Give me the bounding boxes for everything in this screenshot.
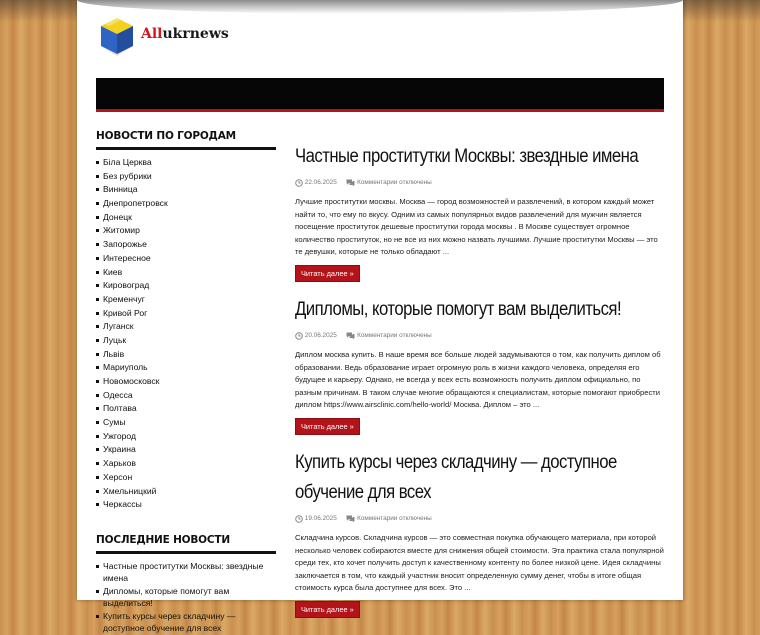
logo-text-accent: All <box>141 26 163 42</box>
post-excerpt: Диплом москва купить. В наше время все больше людей задумываются о том, как получить диплом об образовании. Ведь образование играет огромную роль в жизни каждого человека, определяя его будущее и карьеру. Однако, не всегда у всех есть возможность получить диплом официально, по разным причинам. В таком случае многие обращаются к специалистам, которые помогают приобрести диплом https://www.airsclinic.com/hello-world/ Москва. Диплом – это ... <box>295 350 661 410</box>
city-link[interactable]: Полтава <box>96 402 276 416</box>
cities-widget-title: НОВОСТИ ПО ГОРОДАМ <box>96 130 276 150</box>
city-link[interactable]: Луцьк <box>96 334 276 348</box>
cities-list <box>96 156 276 512</box>
city-link[interactable]: Киев <box>96 266 276 280</box>
clock-icon <box>295 515 303 523</box>
city-link[interactable]: Львів <box>96 348 276 362</box>
site-logo[interactable] <box>99 16 229 56</box>
post-comments: Комментарии отключены <box>357 332 432 339</box>
post-date: 19.06.2025 <box>304 515 337 522</box>
city-link[interactable]: Украина <box>96 443 276 457</box>
city-link[interactable]: Сумы <box>96 416 276 430</box>
clock-icon <box>295 179 303 187</box>
cities-widget <box>96 130 276 512</box>
comments-icon <box>346 179 355 187</box>
city-link[interactable]: Луганск <box>96 320 276 334</box>
city-link[interactable]: Запорожье <box>96 238 276 252</box>
city-link[interactable]: Интересное <box>96 252 276 266</box>
post-excerpt: Лучшие проститутки москвы. Москва — город возможностей и развлечений, в котором каждый может найти то, что ему по вкусу. Одним из самых популярных видов развлечений для мужчин является посещение проституток дешевые проститутки города москвы . В Москве существует огромное количество проституток, но не все из них можно назвать лучшими. Лучшие проститутки Москвы — это те девушки, которые не только обладают ... <box>295 197 658 257</box>
city-link[interactable]: Мариуполь <box>96 361 276 375</box>
city-link[interactable]: Житомир <box>96 224 276 238</box>
post-comments: Комментарии отключены <box>357 179 432 186</box>
city-link[interactable]: Хмельницкий <box>96 485 276 499</box>
recent-post-link[interactable]: Частные проститутки Москвы: звездные имена <box>96 560 276 585</box>
city-link[interactable]: Кривой Рог <box>96 307 276 321</box>
city-link[interactable]: Днепропетровск <box>96 197 276 211</box>
city-link[interactable]: Біла Церква <box>96 156 276 170</box>
cube-logo-icon <box>99 16 135 56</box>
post-card <box>295 142 665 282</box>
post-excerpt: Складчина курсов. Складчина курсов — это совместная покупка обучающего материала, при которой несколько человек собираются вместе для снижения общей стоимости. Эта практика стала популярной среди тех, кто хочет получить доступ к качественному контенту по более низкой цене. Идея складчины заключается в том, что каждый участник вносит определенную сумму денег, чтобы в итоге общая стоимость курса была доступнее для всех. Это ... <box>295 533 664 593</box>
main-navigation-bar <box>96 78 664 112</box>
comments-icon <box>346 515 355 523</box>
read-more-button[interactable]: Читать далее » <box>295 601 360 618</box>
city-link[interactable]: Новомосковск <box>96 375 276 389</box>
city-link[interactable]: Черкассы <box>96 498 276 512</box>
city-link[interactable]: Херсон <box>96 471 276 485</box>
clock-icon <box>295 332 303 340</box>
post-title[interactable]: Частные проститутки Москвы: звездные имена <box>295 146 639 167</box>
post-meta <box>295 331 665 341</box>
city-link[interactable]: Харьков <box>96 457 276 471</box>
logo-text <box>141 26 229 42</box>
recent-posts-widget <box>96 534 276 635</box>
comments-icon <box>346 332 355 340</box>
city-link[interactable]: Винница <box>96 183 276 197</box>
city-link[interactable]: Кременчуг <box>96 293 276 307</box>
post-meta <box>295 178 665 188</box>
sidebar <box>96 130 276 635</box>
city-link[interactable]: Донецк <box>96 211 276 225</box>
recent-post-link[interactable]: Дипломы, которые помогут вам выделиться! <box>96 585 276 610</box>
post-card <box>295 448 665 618</box>
page-container <box>77 0 683 634</box>
city-link[interactable]: Без рубрики <box>96 170 276 184</box>
city-link[interactable]: Кировоград <box>96 279 276 293</box>
logo-text-main: ukrnews <box>162 26 229 42</box>
read-more-button[interactable]: Читать далее » <box>295 418 360 435</box>
city-link[interactable]: Одесса <box>96 389 276 403</box>
header-shadow <box>77 0 683 14</box>
post-meta <box>295 514 665 524</box>
recent-posts-title: ПОСЛЕДНИЕ НОВОСТИ <box>96 534 276 554</box>
post-date: 22.06.2025 <box>304 179 337 186</box>
post-title[interactable]: Дипломы, которые помогут вам выделиться! <box>295 299 622 320</box>
post-date: 20.06.2025 <box>304 332 337 339</box>
post-comments: Комментарии отключены <box>357 515 432 522</box>
post-card <box>295 295 665 435</box>
recent-post-link[interactable]: Купить курсы через складчину — доступное обучение для всех <box>96 610 276 635</box>
recent-posts-list <box>96 560 276 635</box>
post-title[interactable]: Купить курсы через складчину — доступное обучение для всех <box>295 452 617 503</box>
city-link[interactable]: Ужгород <box>96 430 276 444</box>
read-more-button[interactable]: Читать далее » <box>295 265 360 282</box>
